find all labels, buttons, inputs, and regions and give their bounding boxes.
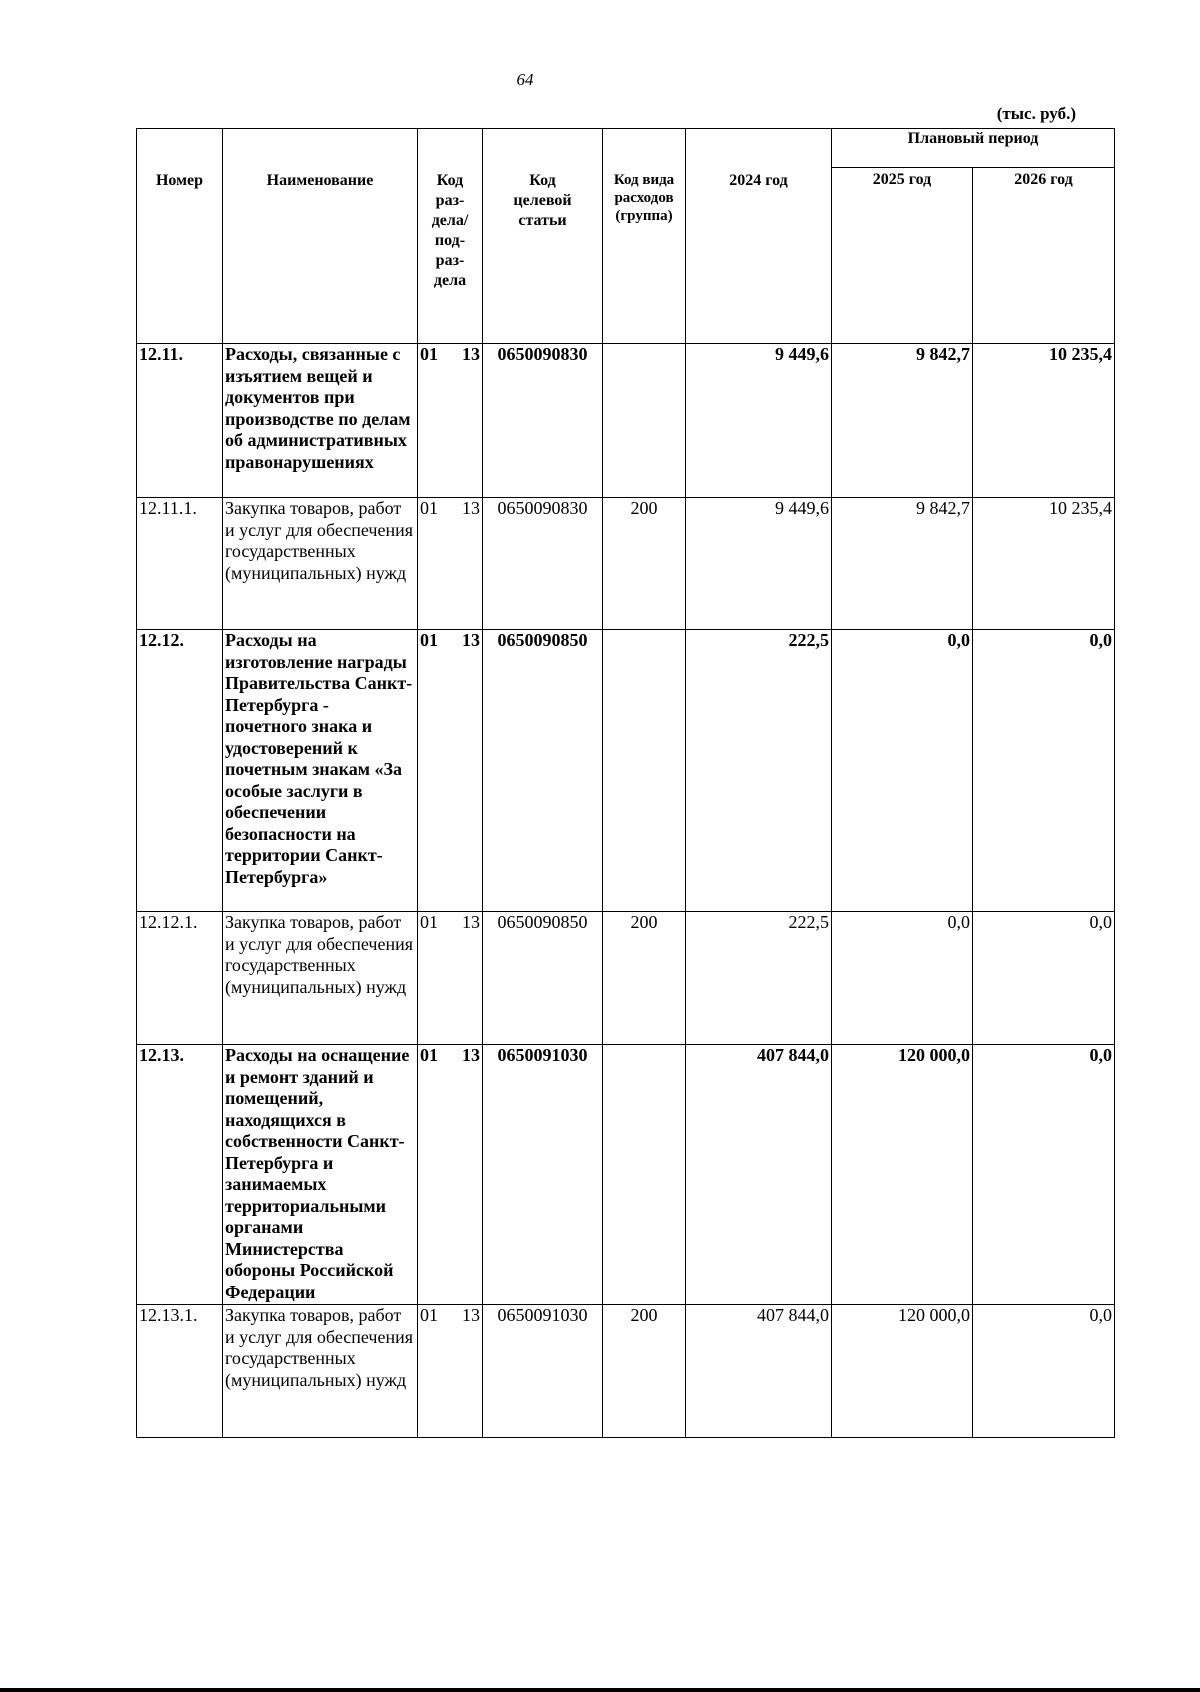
subsection-code: 13 <box>462 1045 480 1065</box>
row-name: Закупка товаров, работ и услуг для обеспечения государственных (муниципальных) нужд <box>223 498 418 630</box>
row-section-code <box>418 1045 483 1305</box>
table-body <box>137 344 1115 1438</box>
row-amount-2026: 0,0 <box>973 912 1115 1045</box>
row-target-code: 0650091030 <box>483 1045 603 1305</box>
row-group-code <box>603 344 686 498</box>
header-number: Номер <box>137 129 223 344</box>
row-name: Расходы на изготовление награды Правительства Санкт-Петербурга - почетного знака и удостоверений к почетным знакам «За особые заслуги в обеспечении безопасности на территории Санкт-Петербурга» <box>223 630 418 912</box>
row-amount-2026: 10 235,4 <box>973 498 1115 630</box>
row-target-code: 0650090830 <box>483 344 603 498</box>
section-code: 01 <box>420 630 438 650</box>
page-number: 64 <box>516 70 534 89</box>
header-section: Код раз- дела/ под- раз- дела <box>418 129 483 344</box>
row-number: 12.11.1. <box>137 498 223 630</box>
subsection-code: 13 <box>462 912 480 932</box>
row-amount-2026: 0,0 <box>973 1305 1115 1438</box>
row-amount-2024: 9 449,6 <box>686 344 832 498</box>
row-amount-2024: 9 449,6 <box>686 498 832 630</box>
row-number: 12.13. <box>137 1045 223 1305</box>
row-amount-2024: 407 844,0 <box>686 1305 832 1438</box>
subsection-code: 13 <box>462 344 480 364</box>
subsection-code: 13 <box>462 1305 480 1325</box>
row-amount-2024: 222,5 <box>686 630 832 912</box>
row-number: 12.12.1. <box>137 912 223 1045</box>
header-target: Код целевой статьи <box>483 129 603 344</box>
row-section-code <box>418 498 483 630</box>
row-number: 12.13.1. <box>137 1305 223 1438</box>
row-section-code <box>418 630 483 912</box>
row-name: Закупка товаров, работ и услуг для обеспечения государственных (муниципальных) нужд <box>223 1305 418 1438</box>
row-amount-2025: 9 842,7 <box>832 498 973 630</box>
header-planned-period: Плановый период <box>832 129 1115 168</box>
table-row <box>137 912 1115 1045</box>
row-name: Расходы, связанные с изъятием вещей и документов при производстве по делам об административных правонарушениях <box>223 344 418 498</box>
row-name: Расходы на оснащение и ремонт зданий и помещений, находящихся в собственности Санкт-Петербурга и занимаемых территориальными органами Министерства обороны Российской Федерации <box>223 1045 418 1305</box>
table-row <box>137 1305 1115 1438</box>
section-code: 01 <box>420 498 438 518</box>
row-section-code <box>418 344 483 498</box>
page-bottom-edge <box>0 1688 1200 1692</box>
row-amount-2026: 10 235,4 <box>973 344 1115 498</box>
header-2026: 2026 год <box>973 168 1115 344</box>
row-number: 12.12. <box>137 630 223 912</box>
row-target-code: 0650090830 <box>483 498 603 630</box>
row-group-code <box>603 1045 686 1305</box>
subsection-code: 13 <box>462 498 480 518</box>
row-target-code: 0650090850 <box>483 630 603 912</box>
table-row <box>137 344 1115 498</box>
row-amount-2025: 9 842,7 <box>832 344 973 498</box>
row-amount-2025: 0,0 <box>832 912 973 1045</box>
row-target-code: 0650091030 <box>483 1305 603 1438</box>
header-2024: 2024 год <box>686 129 832 344</box>
table-header <box>137 129 1115 344</box>
row-group-code: 200 <box>603 498 686 630</box>
section-code: 01 <box>420 344 438 364</box>
row-name: Закупка товаров, работ и услуг для обеспечения государственных (муниципальных) нужд <box>223 912 418 1045</box>
row-amount-2026: 0,0 <box>973 1045 1115 1305</box>
table-row <box>137 1045 1115 1305</box>
row-amount-2024: 222,5 <box>686 912 832 1045</box>
table-row <box>137 498 1115 630</box>
row-section-code <box>418 912 483 1045</box>
header-name: Наименование <box>223 129 418 344</box>
row-amount-2026: 0,0 <box>973 630 1115 912</box>
header-2025: 2025 год <box>832 168 973 344</box>
row-section-code <box>418 1305 483 1438</box>
section-code: 01 <box>420 912 438 932</box>
subsection-code: 13 <box>462 630 480 650</box>
budget-table <box>136 128 1115 1438</box>
row-number: 12.11. <box>137 344 223 498</box>
row-target-code: 0650090850 <box>483 912 603 1045</box>
row-amount-2025: 120 000,0 <box>832 1045 973 1305</box>
row-amount-2025: 120 000,0 <box>832 1305 973 1438</box>
row-group-code: 200 <box>603 912 686 1045</box>
row-group-code: 200 <box>603 1305 686 1438</box>
table-row <box>137 630 1115 912</box>
section-code: 01 <box>420 1045 438 1065</box>
header-group: Код вида расходов (группа) <box>603 129 686 344</box>
row-group-code <box>603 630 686 912</box>
units-label: (тыс. руб.) <box>996 104 1076 123</box>
section-code: 01 <box>420 1305 438 1325</box>
row-amount-2025: 0,0 <box>832 630 973 912</box>
row-amount-2024: 407 844,0 <box>686 1045 832 1305</box>
